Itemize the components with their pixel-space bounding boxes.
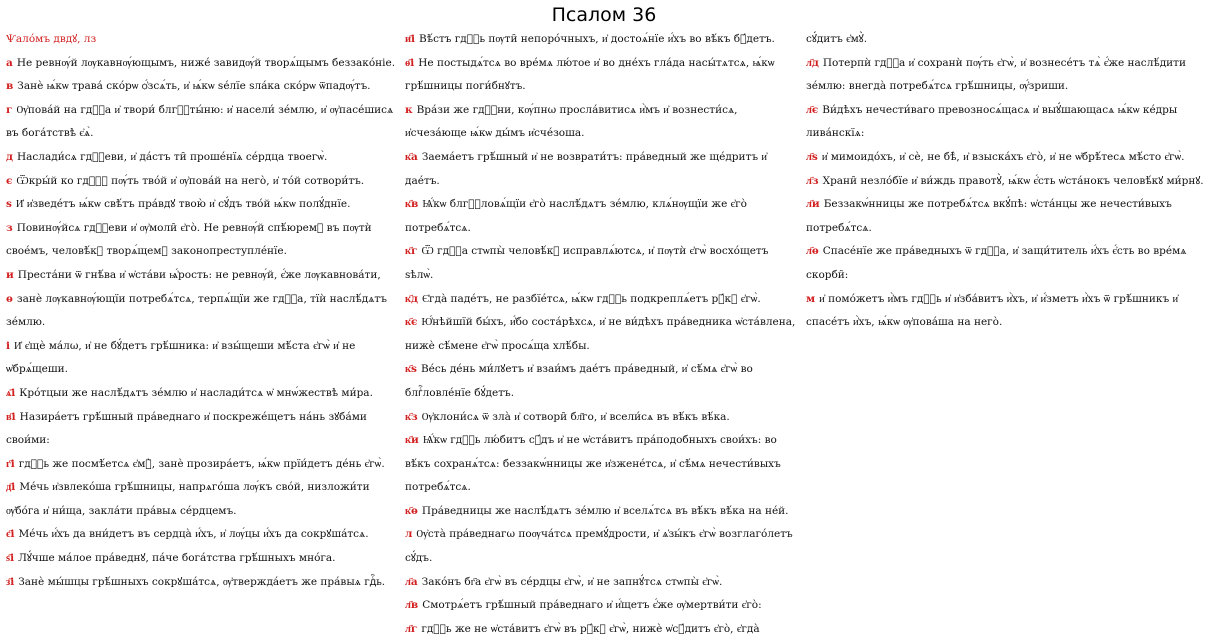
verse	[405, 523, 797, 570]
verse-text: Ю҆́нѣйшїй бы́хъ, и҆́бо соста́рѣхсѧ, и҆ не ви́дѣхъ пра́ведника ѡ҆ста́влена, нижѐ сѣ́мене є҆гѡ̀ просѧ́ща хлѣ́бы.	[405, 316, 796, 352]
verse	[405, 618, 797, 641]
verse-text: занѐ лѹкавнѹ́ющїи потребѧ́тсѧ, терпѧ́щїи же гдⷭ҇а, тїѝ наслѣ́дѧтъ зе́млю.	[6, 292, 387, 329]
verse	[806, 99, 1204, 146]
verse-text: Преста́ни ѿ гнѣ́ва и҆ ѡ҆ста́ви ѩ҆́рость: не ревнѹ́й, є҆́же лѹкавнова́ти,	[17, 268, 381, 281]
verse-number: ѕ	[6, 198, 12, 211]
verse-text: Ви́дѣхъ нечести́ваго превозносѧ́щасѧ и҆ выꙋ́шающасѧ ѩ́кѡ ке́дры лива́нскїѧ:	[806, 103, 1178, 140]
verse-text: и҆ помо́жетъ и҆̀мъ гдⷭ҇ь и҆ и҆зба́витъ и҆̀хъ, и҆ и҆́зметъ и҆̀хъ ѿ грѣ́шникъ и҆ спасе́тъ и҆̀хъ, ѩ́кѡ ѹ҆пова́ша на него̀.	[806, 292, 1179, 329]
verse-number: к҃д	[405, 292, 419, 305]
verse	[6, 406, 402, 453]
verse-number: з	[6, 221, 13, 234]
verse	[6, 52, 402, 76]
verse-text: Ѿ гдⷭ҇а стѡпы̀ человѣ́кꙋ исправлѧ́ютсѧ, и҆ пѹтѝ є҆гѡ̀ восхо́щетъ ѕѣлѡ̀.	[405, 245, 769, 281]
verse-text: Ѹ҆клони́сѧ ѿ зла̀ и҆ сотвори̑ бл҃го, и҆ всели́сѧ въ вѣ́къ вѣ́ка.	[421, 410, 730, 423]
verse-text: Ѹ҆ста̀ пра́веднагω поѹча́тсѧ премꙋ́дрости, и҆ ѧ҆зы́къ є҆гѡ̀ возглаго́летъ сꙋ́дъ.	[405, 528, 793, 565]
verse-text: И҆ є҆щѐ ма́лω, и҆ не бꙋ́детъ грѣ́шника: и҆ взы́щеши мѣ́ста є҆гѡ̀ и҆ не ѡ҆брѧ́щеши.	[6, 339, 356, 376]
verse-number: л	[405, 528, 413, 541]
verse-number: и҃і	[405, 33, 416, 45]
verse-number: и	[6, 268, 14, 281]
verse-text: и҆ мимоидо́хъ, и҆ сѐ, не бѣ̀, и҆ взыска́хъ є҆го̀, и҆ не ѡ҆брѣ́тесѧ мѣ́сто є҆гѡ̀.	[821, 150, 1185, 163]
verse	[6, 382, 402, 406]
verse	[806, 288, 1204, 335]
verse	[806, 240, 1204, 287]
verse	[806, 28, 1204, 52]
verse-text: Ме́чь и҆́хъ да вни́детъ въ сердца̀ и҆́хъ, и҆ лѹ́цы и҆́хъ да сокрꙋша́тсѧ.	[18, 528, 369, 541]
verse-number: к҃г	[405, 245, 418, 258]
verse	[405, 28, 797, 52]
verse	[6, 547, 402, 571]
column-1	[6, 28, 402, 594]
verse-number: в҃і	[6, 410, 16, 423]
verse	[6, 476, 402, 523]
verse-number: к҃є	[405, 316, 418, 329]
verse-number: є	[6, 174, 13, 187]
verse-number: к	[405, 103, 413, 116]
verse	[6, 571, 402, 595]
verse-text: И҆ и҆зведе́тъ ѩ́кѡ свѣ́тъ пра́вдꙋ твою̀ и҆ сꙋ́дъ тво́й ѩ́кѡ полꙋ́днїе.	[15, 198, 351, 211]
verse-text: Не постыдѧ́тсѧ во вре́мѧ лю́тое и҆ во дне́хъ гла́да насы́тѧтсѧ, ѩ́кѡ грѣ́шницы поги́бнꙋтъ.	[405, 56, 775, 93]
verse-number: д҃і	[6, 481, 16, 494]
verse-number: к҃ѳ	[405, 504, 418, 517]
verse-text: Ѿкры́й ко гдⷭ҇ꙋ пѹ́ть тво́й и҆ ѹ҆пова́й на него̀, и҆ то́й сотвори́тъ.	[16, 174, 365, 187]
column-2	[405, 28, 797, 641]
verse-text: Занѐ мы́шцы грѣ́шныхъ сокрꙋша́тсѧ, ѹ҆твержда́етъ же пра́выѧ гдⷭ҇ь.	[18, 575, 386, 588]
verse-text: Ме́чь и҆звлеко́ша грѣ́шницы, напрѧго́ша лѹ́къ сво́й, низложи́ти ѹ҆бо́га и҆ ни́ща, закла́ти пра́выѧ се́рдцемъ.	[6, 481, 370, 517]
verse	[405, 571, 797, 595]
verse-text: Ѹ҆пова́й на гдⷭ҇а и҆ твори́ блгⷭ҇ты́ню: и҆ насели́ зе́млю, и҆ ѹ҆пасе́шисѧ въ богáтствѣ є҆ѧ̀.	[6, 103, 394, 140]
verse	[6, 99, 402, 146]
verse-number: і	[6, 339, 10, 352]
psalm-heading	[6, 28, 402, 52]
verse-text: гдⷭ҇ь же посмѣ́етсѧ є҆мꙋ̀, занѐ прозира́етъ, ѩ́кѡ прїи́детъ де́нь є҆гѡ̀.	[18, 457, 385, 470]
column-3	[806, 28, 1204, 335]
verse	[405, 500, 797, 524]
verse-text: Беззакѡ́нницы же потребѧ́тсѧ вкꙋ́пѣ: ѡ҆ста́нцы же нечести́выхъ потребѧ́тсѧ.	[806, 198, 1172, 234]
verse-number: д	[6, 150, 13, 163]
verse-text: Ѩ҆́кѡ блгⷭ҇ловѧ́щїи є҆го̀ наслѣ́дѧтъ зе́млю, клѧ́нѹщїи же є҆го̀ потребѧ́тсѧ.	[405, 198, 747, 234]
verse-text: сꙋ́дитъ є҆мꙋ̀.	[806, 33, 868, 45]
verse-text: Занѐ ѩ́кѡ травá скóрѡ ѻ҆́зсѧ́ть, и҆ ѩ́кѡ ѕе́лїе ѕла́ка скóрѡ ѿпадѹ́тъ.	[17, 80, 371, 93]
verse-number: к҃а	[405, 150, 418, 163]
verse	[6, 335, 402, 382]
verse	[405, 429, 797, 500]
page-title: Псалом 36	[551, 4, 657, 26]
verse-number: л҃є	[806, 103, 819, 116]
verse	[6, 264, 402, 288]
verse-number: л҃ѕ	[806, 150, 818, 163]
verse-number: л҃ѳ	[806, 245, 819, 258]
verse	[405, 99, 797, 146]
verse	[6, 75, 402, 99]
verse-number: л҃в	[405, 599, 419, 612]
verse-number: м	[806, 292, 816, 305]
verse-text: гдⷭ҇ь же не ѡ҆ста́витъ є҆гѡ̀ въ рꙋ́кꙋ є҆гѡ̀, нижѐ ѡ҆сꙋ́дитъ є҆го̀, є҆гда̀	[421, 622, 760, 635]
verse-text: Вѣ́стъ гдⷭ҇ь пѹти̑ непоро́чныхъ, и҆ достоѧ́нїе и҆́хъ во вѣ́къ бꙋ́детъ.	[419, 33, 775, 45]
verse	[405, 193, 797, 240]
verse-text: Лꙋ́чше ма́лое пра́веднꙋ, па́че бога́тства грѣ́шныхъ мно́га.	[18, 552, 336, 565]
verse-number: к҃ѕ	[405, 363, 417, 376]
verse-number: ѳ҃і	[405, 56, 415, 69]
verse	[405, 594, 797, 618]
verse	[6, 453, 402, 477]
verse-text: Наслади́сѧ гдⷭ҇еви, и҆ да́стъ ти̑ проше́нїѧ се́рдца твоегѡ̀.	[17, 150, 328, 163]
verse	[405, 240, 797, 287]
verse	[405, 406, 797, 430]
verse-text: Спасе́нїе же пра́ведныхъ ѿ гдⷭ҇а, и҆ защи́титель и҆́хъ є҆́сть во вре́мѧ скорби̑:	[806, 245, 1187, 281]
verse-number: з҃і	[6, 575, 15, 588]
verse-number: ѧ҃і	[6, 386, 16, 399]
verse	[405, 358, 797, 405]
verse-number: а	[6, 56, 13, 69]
verse	[6, 193, 402, 217]
verse-text: Не ревнѹ́й лѹкавнѹ́ющымъ, нижé завидѹ́й творѧ́щымъ беззакóніе.	[16, 56, 396, 69]
verse-number: л҃а	[405, 575, 418, 588]
verse-number: г҃і	[6, 457, 15, 470]
verse-text: Заема́етъ грѣ́шный и҆ не возврати́тъ: пра́ведный же ще́дритъ и҆ дае́тъ.	[405, 150, 767, 187]
verse-number: є҃і	[6, 528, 15, 541]
verse-text: Пра́ведницы же наслѣ́дѧтъ зе́млю и҆ вселѧ́тсѧ въ вѣ́къ вѣ́ка на не́й.	[421, 504, 789, 517]
verse-number: л҃и	[806, 198, 820, 211]
verse-text: Смотрѧ́етъ грѣ́шный пра́веднаго и҆ и҆́щетъ є҆́же ѹ҆мертви́ти є҆го̀:	[422, 599, 762, 612]
verse-text: Ве́сь де́нь ми́лꙋетъ и҆ взаи́мъ дае́тъ пра́ведный, и҆ сѣ́мѧ є҆гѡ̀ во блгⷭ҇ловле́нїе бꙋ́детъ.	[405, 363, 753, 399]
verse	[806, 170, 1204, 194]
verse-text: Ѱалóмъ двдꙋ, лз	[6, 33, 97, 45]
verse-number: л҃г	[405, 622, 418, 635]
verse-number: ѕ҃і	[6, 552, 15, 565]
verse-number: л҃з	[806, 174, 819, 187]
verse-text: Храни̑ незло́бїе и҆ ви́ждь правотꙋ̀, ѩ́кѡ є҆́сть ѡ҆ста́нокъ человѣ́кꙋ ми́рнꙋ.	[822, 174, 1204, 187]
verse-text: Є҆гда̀ паде́тъ, не разбїе́тсѧ, ѩ́кѡ гдⷭ҇ь подкреплѧ́етъ рꙋ́кꙋ є҆гѡ̀.	[422, 292, 761, 305]
verse-number: к҃з	[405, 410, 418, 423]
verse-text: Потерпѝ гдⷭ҇а и҆ сохранѝ пѹ́ть є҆гѡ̀, и҆ вознесе́тъ тѧ̀ є҆́же наслѣ́дити зе́млю: внегда̀ потребѧ́тсѧ грѣ́шницы, ѹ҆́зриши.	[806, 56, 1186, 93]
verse-number: к҃в	[405, 198, 419, 211]
verse-number: к҃и	[405, 434, 419, 447]
verse-text: Кро́тцыи же наслѣ́дѧтъ зе́млю и҆ наслади́тсѧ ѡ҆ мнѡ́жествѣ ми́ра.	[19, 386, 373, 399]
verse-text: Ѩ҆́кѡ гдⷭ҇ь лю́битъ сꙋ́дъ и҆ не ѡ҆ста́витъ пра́подобныхъ свои́хъ: во вѣ́къ сохранѧ́тсѧ: беззакѡ́нницы же и҆зжене́тсѧ, и҆ сѣ́мѧ нечести́выхъ потребѧ́тсѧ.	[405, 434, 781, 494]
verse	[806, 52, 1204, 99]
verse-text: Зако́нъ бг҃а є҆гѡ̀ въ се́рдцы є҆гѡ̀, и҆ не запнꙋ́тсѧ стѡпы̀ є҆гѡ̀.	[421, 575, 723, 588]
verse-number: г	[6, 103, 13, 116]
verse	[6, 170, 402, 194]
verse	[6, 288, 402, 335]
verse	[6, 523, 402, 547]
verse-text: Вра́зи же гдⷭ҇ни, кѹ́пнω просла́витисѧ и҆̀мъ и҆ вознести́сѧ, и҆счеза́юще ѩ́кѡ ды́мъ и҆сче́зоша.	[405, 103, 738, 140]
verse	[806, 146, 1204, 170]
verse-number: л҃д	[806, 56, 819, 69]
verse	[6, 217, 402, 264]
verse-text: Назира́етъ грѣ́шный пра́веднаго и҆ поскреже́щетъ на́нь зꙋба́ми свои́ми:	[6, 410, 367, 447]
verse-number: в	[6, 80, 14, 93]
verse	[405, 146, 797, 193]
verse	[806, 193, 1204, 240]
verse	[6, 146, 402, 170]
verse	[405, 288, 797, 312]
verse	[405, 311, 797, 358]
verse-number: ѳ	[6, 292, 13, 305]
verse-text: Повинѹ́йсѧ гдⷭ҇еви и҆ ѹ҆моли̑ є҆го̀. Не ревнѹ́й спѣ́юремꙋ въ пѹтѝ свое́мъ, человѣ́кꙋ творѧ́щемꙋ законопреступле́нїе.	[6, 221, 372, 258]
verse	[405, 52, 797, 99]
